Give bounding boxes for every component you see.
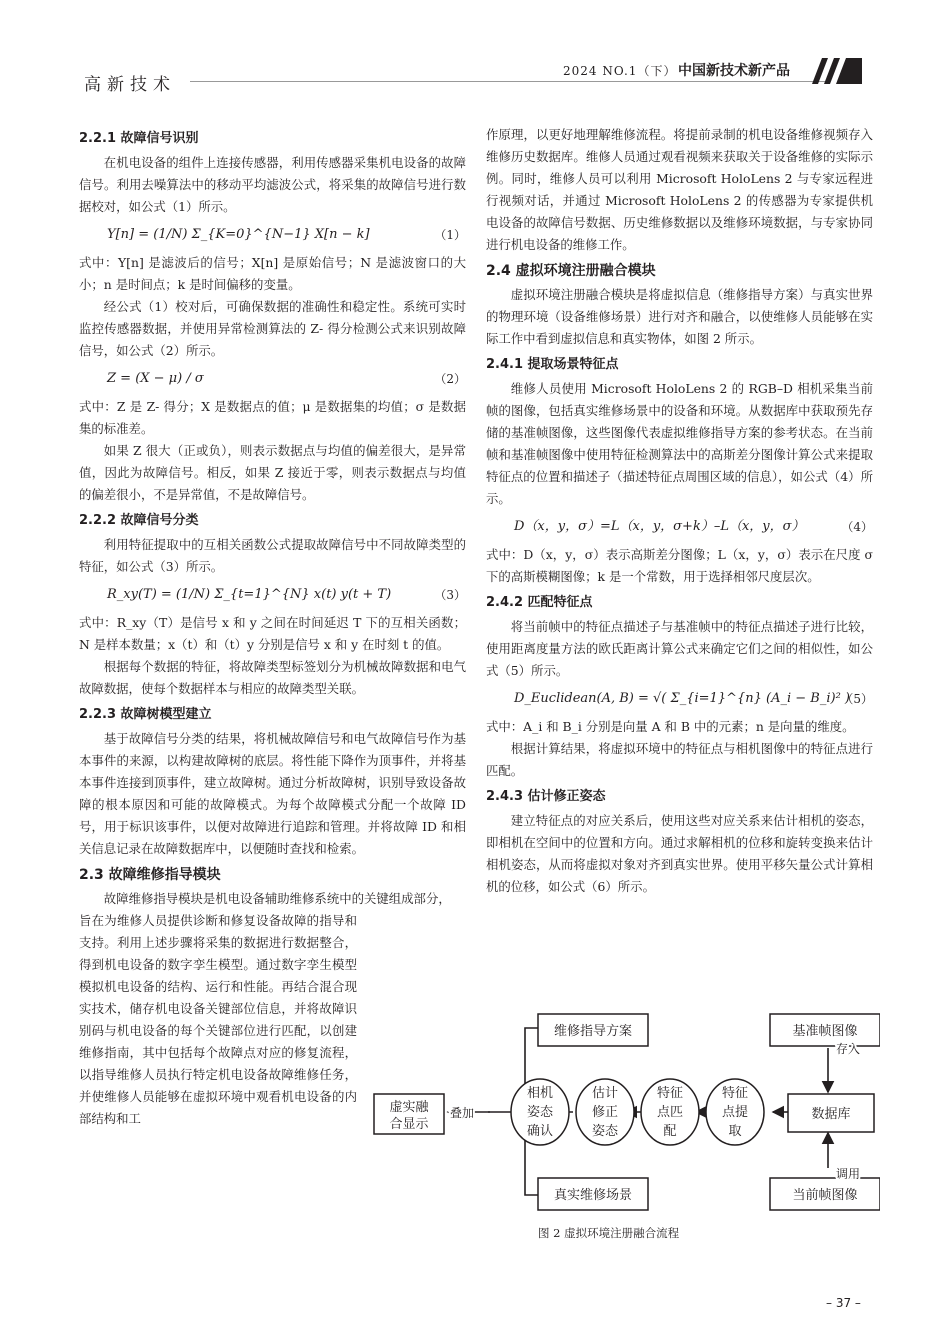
virtual-display-label-2: 合显示 xyxy=(389,1117,429,1132)
guide-box-label: 维修指导方案 xyxy=(553,1024,633,1039)
paragraph: 维修人员使用 Microsoft HoloLens 2 的 RGB–D 相机采集当前帧的图像，包括真实维修场景中的设备和环境。从数据库中获取预先存储的基准帧图像，这些图像代表虚拟维修指导方案的参考状态。在当前帧和基准帧图像中使用特征检测算法中的高斯差分图像计算公式来提取特征点的位置和描述子（描述特征点周围区域的信息），如公式（4）所示。 xyxy=(486,381,873,506)
heading-2-4-1: 2.4.1 提取场景特征点 xyxy=(486,357,619,372)
paragraph: 虚拟环境注册融合模块是将虚拟信息（维修指导方案）与真实世界的物理环境（设备维修场景）进行对齐和融合，以使维修人员能够在实际工作中看到虚拟信息和真实物体，如图 2 所示。 xyxy=(486,287,873,346)
figure-2-nodes xyxy=(370,1010,890,1238)
circle-pose-line-3: 确认 xyxy=(526,1124,554,1139)
equation-2 xyxy=(79,362,466,396)
paragraph: 经公式（1）校对后，可确保数据的准确性和稳定性。系统可实时监控传感器数据，并使用异常检测算法的 Z- 得分检测公式来识别故障信号，如公式（2）所示。 xyxy=(79,299,466,358)
paragraph: 式中：Y[n] 是滤波后的信号；X[n] 是原始信号；N 是滤波窗口的大小；n 是时间点；k 是时间偏移的变量。 xyxy=(79,255,466,292)
equation-1-formula: Y[n] = (1/N) Σ_{K=0}^{N−1} X[n − k] xyxy=(107,227,370,242)
equation-3-formula: R_xy(T) = (1/N) Σ_{t=1}^{N} x(t) y(t + T) xyxy=(107,587,392,602)
paragraph: 式中：A_i 和 B_i 分别是向量 A 和 B 中的元素；n 是向量的维度。 xyxy=(486,719,855,734)
circle-extract-line-3: 取 xyxy=(728,1124,742,1139)
paragraph: 故障维修指导模块是机电设备辅助维修系统中的关键组成部分， xyxy=(103,891,451,906)
page-number: – 37 – xyxy=(826,1296,861,1310)
heading-2-2-1: 2.2.1 故障信号识别 xyxy=(79,131,199,146)
magazine-title: 中国新技术新产品 xyxy=(678,60,796,80)
paragraph: 根据每个数据的特征，将故障类型标签划分为机械故障数据和电气故障数据，使每个数据样本与相应的故障类型关联。 xyxy=(79,659,466,696)
paragraph: 式中：R_xy（T）是信号 x 和 y 之间在时间延迟 T 下的互相关函数；N 是样本数量；x（t）和（t）y 分别是信号 x 和 y 在时刻 t 的值。 xyxy=(79,615,466,652)
paragraph: 在机电设备的组件上连接传感器，利用传感器采集机电设备的故障信号。利用去噪算法中的移动平均滤波公式，将采集的故障信号进行数据校对，如公式（1）所示。 xyxy=(79,155,466,214)
equation-4-formula: D（x，y，σ）=L（x，y，σ+k）–L（x，y，σ） xyxy=(514,519,805,534)
paragraph: 基于故障信号分类的结果，将机械故障信号和电气故障信号作为基本事件的来源，以构建故障树的底层。将性能下降作为顶事件，并将基本事件连接到顶事件，建立故障树。通过分析故障树，识别导致设备故障的根本原因和可能的故障模式。为每个故障模式分配一个故障 ID 号，用于标识该事件，以便对故障进行追踪和管理。并将故障 ID 和相关信息记录在故障数据库中，以便随时查找和检索。 xyxy=(79,731,466,856)
equation-5-number: （5） xyxy=(841,692,873,706)
heading-2-4: 2.4 虚拟环境注册融合模块 xyxy=(486,263,656,279)
equation-4 xyxy=(486,510,873,544)
issue-label: 2024 NO.1（下） xyxy=(555,62,684,79)
equation-3-number: （3） xyxy=(434,588,466,602)
right-column xyxy=(486,124,873,898)
overlay-label: 叠加 xyxy=(449,1106,475,1120)
paragraph: 作原理，以更好地理解维修流程。将提前录制的机电设备维修视频存入维修历史数据库。维修人员通过观看视频来获取关于设备维修的实际示例。同时，维修人员可以利用 Microsoft HoloLens 2 与专家远程进行视频对话，并通过 Microsoft HoloLens 2 的传感器为专家提供机电设备的故障信号数据、历史维修数据以及维修环境数据，与专家协同进行机电设备的维修工作。 xyxy=(486,127,873,252)
journal-section-label: 高新技术 xyxy=(84,75,176,95)
paragraph: 根据计算结果，将虚拟环境中的特征点与相机图像中的特征点进行匹配。 xyxy=(486,741,873,778)
heading-2-2-3: 2.2.3 故障树模型建立 xyxy=(79,707,212,722)
equation-5-formula: D_Euclidean(A, B) = √( Σ_{i=1}^{n} (A_i − B_i)² ) xyxy=(514,691,850,706)
equation-2-formula: Z = (X − μ) / σ xyxy=(107,371,204,386)
circle-estimate-line-3: 姿态 xyxy=(591,1124,619,1139)
equation-5 xyxy=(486,682,873,716)
circle-match-line-3: 配 xyxy=(663,1124,677,1139)
reference-frame-label: 基准帧图像 xyxy=(792,1024,858,1039)
circle-estimate-line-2: 修正 xyxy=(591,1105,619,1120)
circle-match-line-2: 点匹 xyxy=(656,1105,684,1120)
virtual-display-label-1: 虚实融 xyxy=(389,1100,429,1115)
heading-2-2-2: 2.2.2 故障信号分类 xyxy=(79,513,199,528)
header-stripes-logo xyxy=(812,58,862,84)
circle-pose-line-2: 姿态 xyxy=(526,1105,554,1120)
paragraph: 如果 Z 很大（正或负），则表示数据点与均值的偏差很大，是异常值，因此为故障信号。相反，如果 Z 接近于零，则表示数据点与均值的偏差很小，不是异常值，不是故障信号。 xyxy=(79,443,466,502)
circle-extract-line-1: 特征 xyxy=(721,1086,749,1101)
heading-2-4-3: 2.4.3 估计修正姿态 xyxy=(486,789,606,804)
paragraph: 将当前帧中的特征点描述子与基准帧中的特征点描述子进行比较，使用距离度量方法的欧氏距离计算公式来确定它们之间的相似性，如公式（5）所示。 xyxy=(486,619,873,678)
circle-estimate-line-1: 估计 xyxy=(591,1086,619,1101)
equation-3 xyxy=(79,578,466,612)
left-column xyxy=(79,124,466,1130)
call-label: 调用 xyxy=(835,1167,861,1181)
paragraph: 建立特征点的对应关系后，使用这些对应关系来估计相机的姿态，即相机在空间中的位置和方向。通过求解相机的位移和旋转变换来估计相机姿态，从而将虚拟对象对齐到真实世界。使用平移矢量公式计算相机的位移，如公式（6）所示。 xyxy=(486,813,873,894)
equation-2-number: （2） xyxy=(434,372,466,386)
equation-4-number: （4） xyxy=(841,520,873,534)
heading-2-4-2: 2.4.2 匹配特征点 xyxy=(486,595,593,610)
real-scene-label: 真实维修场景 xyxy=(553,1188,633,1203)
equation-1 xyxy=(79,218,466,252)
circle-match-line-1: 特征 xyxy=(656,1086,684,1101)
store-label: 存入 xyxy=(835,1042,861,1056)
database-label: 数据库 xyxy=(811,1107,851,1122)
header-rule xyxy=(190,81,830,82)
heading-2-3: 2.3 故障维修指导模块 xyxy=(79,867,221,883)
paragraph: 旨在为维修人员提供诊断和修复设备故障的指导和支持。利用上述步骤将采集的数据进行数据整合，得到机电设备的数字孪生模型。通过数字孪生模型模拟机电设备的结构、运行和性能。再结合混合现实技术，储存机电设备关键部位信息，并将故障识别码与机电设备的每个关键部位进行匹配，以创建维修指南，其中包括每个故障点对应的修复流程，以指导维修人员执行特定机电设备故障维修任务，并使维修人员能够在虚拟环境中观看机电设备的内部结构和工 xyxy=(79,913,357,1126)
paragraph: 式中：Z 是 Z- 得分；X 是数据点的值；μ 是数据集的均值；σ 是数据集的标准差。 xyxy=(79,399,466,436)
paragraph: 利用特征提取中的互相关函数公式提取故障信号中不同故障类型的特征，如公式（3）所示。 xyxy=(79,537,466,574)
circle-pose-line-1: 相机 xyxy=(526,1086,554,1101)
current-frame-label: 当前帧图像 xyxy=(792,1188,858,1203)
equation-1-number: （1） xyxy=(434,228,466,242)
circle-extract-line-2: 点提 xyxy=(721,1105,749,1120)
paragraph: 式中：D（x，y，σ）表示高斯差分图像；L（x，y，σ）表示在尺度 σ 下的高斯模糊图像；k 是一个常数，用于选择相邻尺度层次。 xyxy=(486,547,873,584)
figure-caption: 图 2 虚拟环境注册融合流程 xyxy=(538,1226,680,1240)
